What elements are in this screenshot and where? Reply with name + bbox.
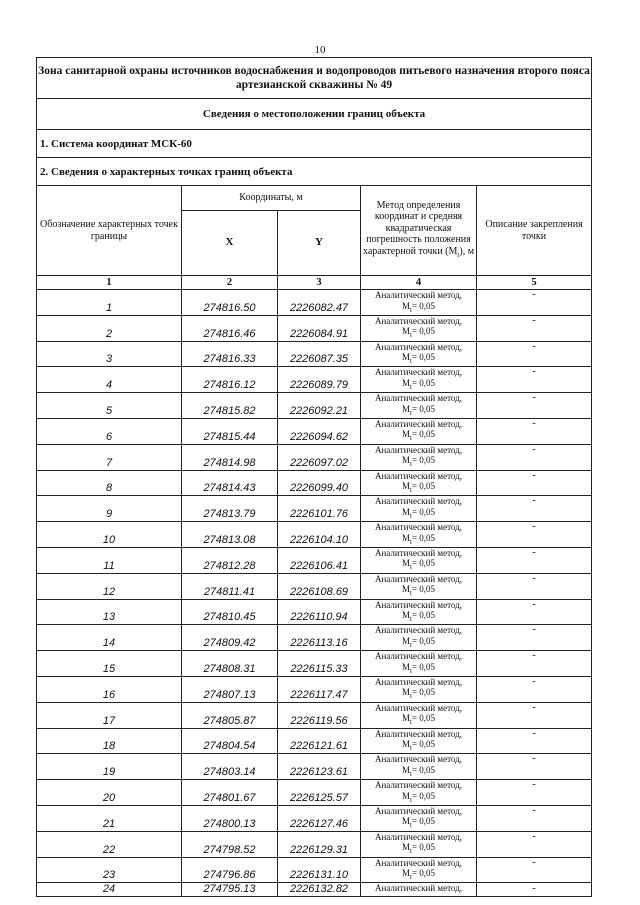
accuracy-text: = 0,05: [411, 300, 436, 311]
table-row: [37, 676, 592, 702]
coord-x: 274813.08: [182, 522, 278, 548]
coord-y: 2226101.76: [278, 496, 361, 522]
accuracy-text: t: [409, 382, 412, 391]
accuracy-text: t: [409, 692, 412, 701]
description-cell: -: [477, 702, 592, 728]
description-cell: -: [477, 728, 592, 754]
point-number: 14: [37, 625, 182, 651]
accuracy-text: M: [401, 532, 410, 543]
method-cell: [361, 547, 477, 573]
accuracy-text: t: [409, 640, 412, 649]
method-cell: [361, 857, 477, 883]
accuracy-text: M: [401, 610, 410, 621]
coord-y: 2226104.10: [278, 522, 361, 548]
table-row: [37, 728, 592, 754]
point-number: 21: [37, 805, 182, 831]
coord-x: 274801.67: [182, 780, 278, 806]
coord-y: 2226131.10: [278, 857, 361, 883]
method-cell: [361, 367, 477, 393]
description-cell: -: [477, 754, 592, 780]
coord-y: 2226084.91: [278, 315, 361, 341]
column-number: 1: [37, 276, 182, 290]
method-cell: [361, 728, 477, 754]
method-text: Аналитический метод,: [374, 444, 463, 455]
point-number: 23: [37, 857, 182, 883]
point-number: 5: [37, 393, 182, 419]
accuracy-text: = 0,05: [411, 610, 436, 621]
method-text: Аналитический метод,: [374, 496, 463, 507]
method-text: Аналитический метод,: [374, 651, 463, 662]
coord-y: 2226082.47: [278, 290, 361, 316]
header-y: Y: [278, 211, 361, 276]
accuracy-text: M: [401, 584, 410, 595]
coord-x: 274816.46: [182, 315, 278, 341]
coord-x: 274815.82: [182, 393, 278, 419]
table-row: [37, 341, 592, 367]
header-x: X: [182, 211, 278, 276]
point-number: 9: [37, 496, 182, 522]
header-coordinates: Координаты, м: [182, 186, 361, 211]
coord-x: 274813.79: [182, 496, 278, 522]
accuracy-text: t: [409, 769, 412, 778]
table-row: [37, 290, 592, 316]
accuracy-text: t: [409, 485, 412, 494]
table-row: [37, 651, 592, 677]
table-row: [37, 547, 592, 573]
method-text: Аналитический метод,: [374, 831, 463, 842]
accuracy-text: t: [409, 563, 412, 572]
accuracy-text: t: [409, 666, 412, 675]
table-row: [37, 522, 592, 548]
column-number: 2: [182, 276, 278, 290]
method-text: Аналитический метод,: [374, 573, 463, 584]
coord-y: 2226110.94: [278, 599, 361, 625]
coord-x: 274815.44: [182, 418, 278, 444]
header-point: Обозначение характерных точек границы: [37, 186, 182, 276]
accuracy-text: = 0,05: [411, 584, 436, 595]
accuracy-text: t: [409, 718, 412, 727]
method-cell: [361, 290, 477, 316]
coord-x: 274816.33: [182, 341, 278, 367]
point-number: 11: [37, 547, 182, 573]
coord-y: 2226108.69: [278, 573, 361, 599]
description-cell: -: [477, 805, 592, 831]
table-row: [37, 780, 592, 806]
accuracy-text: t: [409, 589, 412, 598]
method-cell: [361, 341, 477, 367]
point-number: 8: [37, 470, 182, 496]
method-text: Аналитический метод,: [374, 290, 463, 300]
method-cell: [361, 393, 477, 419]
accuracy-text: M: [401, 352, 410, 363]
coord-y: 2226115.33: [278, 651, 361, 677]
accuracy-text: M: [401, 326, 410, 337]
point-number: 17: [37, 702, 182, 728]
accuracy-text: M: [401, 506, 410, 517]
point-number: 2: [37, 315, 182, 341]
accuracy-text: t: [409, 434, 412, 443]
accuracy-text: = 0,05: [411, 816, 436, 827]
description-cell: -: [477, 547, 592, 573]
description-cell: -: [477, 780, 592, 806]
method-text: Аналитический метод,: [374, 418, 463, 429]
table-row: [37, 831, 592, 857]
table-row: [37, 857, 592, 883]
description-cell: -: [477, 496, 592, 522]
method-text: Аналитический метод,: [374, 315, 463, 326]
method-cell: [361, 599, 477, 625]
description-cell: -: [477, 522, 592, 548]
coord-y: 2226106.41: [278, 547, 361, 573]
description-cell: -: [477, 599, 592, 625]
coord-y: 2226123.61: [278, 754, 361, 780]
method-cell: [361, 496, 477, 522]
accuracy-text: t: [409, 847, 412, 856]
accuracy-text: = 0,05: [411, 713, 436, 724]
description-cell: -: [477, 315, 592, 341]
table-row: [37, 367, 592, 393]
column-number-row: [37, 276, 592, 290]
accuracy-text: M: [401, 816, 410, 827]
coord-x: 274814.43: [182, 470, 278, 496]
header-method: Метод определения координат и средняя квадратическая погрешность положения характерной точки $(M_t)$, м: [361, 186, 477, 276]
description-cell: -: [477, 341, 592, 367]
point-number: 22: [37, 831, 182, 857]
coord-y: 2226127.46: [278, 805, 361, 831]
accuracy-text: t: [409, 537, 412, 546]
coord-x: 274808.31: [182, 651, 278, 677]
accuracy-text: t: [409, 331, 412, 340]
method-cell: [361, 625, 477, 651]
method-cell: [361, 676, 477, 702]
accuracy-text: M: [401, 558, 410, 569]
point-number: 1: [37, 290, 182, 316]
point-number: 20: [37, 780, 182, 806]
coord-x: 274811.41: [182, 573, 278, 599]
method-text: Аналитический метод,: [374, 702, 463, 713]
coord-x: 274809.42: [182, 625, 278, 651]
accuracy-text: M: [401, 635, 410, 646]
accuracy-text: = 0,05: [411, 403, 436, 414]
point-number: 4: [37, 367, 182, 393]
coord-x: 274816.12: [182, 367, 278, 393]
coord-y: 2226097.02: [278, 444, 361, 470]
accuracy-text: M: [401, 403, 410, 414]
method-text: Аналитический метод,: [374, 728, 463, 739]
method-cell: [361, 315, 477, 341]
coord-y: 2226087.35: [278, 341, 361, 367]
description-cell: -: [477, 444, 592, 470]
coord-x: 274812.28: [182, 547, 278, 573]
method-text: Аналитический метод,: [374, 857, 463, 868]
point-number: 15: [37, 651, 182, 677]
method-text: Аналитический метод,: [374, 883, 463, 894]
coord-x: 274803.14: [182, 754, 278, 780]
coord-x: 274805.87: [182, 702, 278, 728]
coord-y: 2226099.40: [278, 470, 361, 496]
table-row: [37, 418, 592, 444]
coord-x: 274800.13: [182, 805, 278, 831]
description-cell: -: [477, 470, 592, 496]
description-cell: -: [477, 625, 592, 651]
accuracy-text: = 0,05: [411, 326, 436, 337]
point-number: 18: [37, 728, 182, 754]
table-row: [37, 883, 592, 897]
point-number: 24: [37, 883, 182, 897]
accuracy-text: = 0,05: [411, 764, 436, 775]
coord-y: 2226089.79: [278, 367, 361, 393]
description-cell: -: [477, 857, 592, 883]
boundary-points-table: [36, 57, 592, 897]
accuracy-text: M: [401, 842, 410, 853]
table-row: [37, 599, 592, 625]
accuracy-text: = 0,05: [411, 842, 436, 853]
accuracy-text: t: [409, 795, 412, 804]
method-cell: [361, 418, 477, 444]
coord-x: 274814.98: [182, 444, 278, 470]
description-cell: -: [477, 883, 592, 897]
method-cell: [361, 573, 477, 599]
point-number: 3: [37, 341, 182, 367]
description-cell: -: [477, 418, 592, 444]
method-text: Аналитический метод,: [374, 625, 463, 636]
accuracy-text: M: [401, 300, 410, 311]
accuracy-text: = 0,05: [411, 377, 436, 388]
accuracy-text: t: [409, 614, 412, 623]
coord-y: 2226129.31: [278, 831, 361, 857]
table-row: [37, 315, 592, 341]
coord-x: 274796.86: [182, 857, 278, 883]
description-cell: -: [477, 290, 592, 316]
accuracy-text: M: [401, 455, 410, 466]
accuracy-text: = 0,05: [411, 481, 436, 492]
accuracy-text: t: [409, 305, 412, 314]
coord-y: 2226119.56: [278, 702, 361, 728]
accuracy-text: M: [401, 713, 410, 724]
coord-x: 274810.45: [182, 599, 278, 625]
method-cell: [361, 702, 477, 728]
page-number: 10: [314, 44, 326, 56]
section-subtitle: Сведения о местоположении границ объекта: [37, 99, 592, 130]
accuracy-text: M: [401, 429, 410, 440]
accuracy-text: = 0,05: [411, 687, 436, 698]
method-cell: [361, 780, 477, 806]
accuracy-text: M: [401, 377, 410, 388]
point-number: 13: [37, 599, 182, 625]
description-cell: -: [477, 651, 592, 677]
accuracy-text: t: [409, 511, 412, 520]
description-cell: -: [477, 831, 592, 857]
accuracy-text: M: [401, 868, 410, 879]
coord-y: 2226094.62: [278, 418, 361, 444]
coord-y: 2226132.82: [278, 883, 361, 897]
column-number: 4: [361, 276, 477, 290]
accuracy-text: = 0,05: [411, 790, 436, 801]
method-text: Аналитический метод,: [374, 393, 463, 404]
point-number: 6: [37, 418, 182, 444]
column-number: 5: [477, 276, 592, 290]
coord-y: 2226125.57: [278, 780, 361, 806]
accuracy-text: = 0,05: [411, 506, 436, 517]
point-number: 12: [37, 573, 182, 599]
accuracy-text: = 0,05: [411, 352, 436, 363]
accuracy-text: t: [409, 821, 412, 830]
coord-y: 2226092.21: [278, 393, 361, 419]
method-cell: [361, 883, 477, 897]
table-row: [37, 805, 592, 831]
method-cell: [361, 831, 477, 857]
coordinate-system: 1. Система координат МСК-60: [37, 130, 592, 158]
accuracy-text: t: [409, 872, 412, 881]
coord-x: 274807.13: [182, 676, 278, 702]
accuracy-text: M: [401, 739, 410, 750]
method-text: Аналитический метод,: [374, 780, 463, 791]
method-cell: [361, 651, 477, 677]
column-number: 3: [278, 276, 361, 290]
accuracy-text: t: [409, 408, 412, 417]
table-row: [37, 393, 592, 419]
accuracy-text: M: [401, 790, 410, 801]
accuracy-text: t: [409, 356, 412, 365]
method-cell: [361, 754, 477, 780]
accuracy-text: = 0,05: [411, 429, 436, 440]
method-cell: [361, 805, 477, 831]
point-number: 7: [37, 444, 182, 470]
document-title: Зона санитарной охраны источников водоснабжения и водопроводов питьевого назначения второго пояса артезианской скважины № 49: [37, 58, 592, 99]
table-row: [37, 573, 592, 599]
accuracy-text: M: [401, 661, 410, 672]
method-cell: [361, 470, 477, 496]
description-cell: -: [477, 367, 592, 393]
accuracy-text: = 0,05: [411, 661, 436, 672]
accuracy-text: = 0,05: [411, 455, 436, 466]
method-text: Аналитический метод,: [374, 547, 463, 558]
point-number: 16: [37, 676, 182, 702]
table-row: [37, 470, 592, 496]
method-text: Аналитический метод,: [374, 470, 463, 481]
method-text: Аналитический метод,: [374, 754, 463, 765]
method-text: Аналитический метод,: [374, 522, 463, 533]
coord-x: 274798.52: [182, 831, 278, 857]
method-cell: [361, 444, 477, 470]
coord-x: 274816.50: [182, 290, 278, 316]
accuracy-text: M: [401, 764, 410, 775]
description-cell: -: [477, 676, 592, 702]
accuracy-text: M: [401, 481, 410, 492]
description-cell: -: [477, 393, 592, 419]
coord-x: 274804.54: [182, 728, 278, 754]
method-text: Аналитический метод,: [374, 805, 463, 816]
point-number: 10: [37, 522, 182, 548]
table-row: [37, 444, 592, 470]
table-row: [37, 496, 592, 522]
accuracy-text: t: [409, 743, 412, 752]
accuracy-text: = 0,05: [411, 739, 436, 750]
method-cell: [361, 522, 477, 548]
method-text: Аналитический метод,: [374, 676, 463, 687]
accuracy-text: t: [409, 460, 412, 469]
coord-y: 2226113.16: [278, 625, 361, 651]
description-cell: -: [477, 573, 592, 599]
method-text: Аналитический метод,: [374, 341, 463, 352]
characteristic-points-heading: 2. Сведения о характерных точках границ объекта: [37, 158, 592, 186]
table-row: [37, 625, 592, 651]
table-row: [37, 702, 592, 728]
accuracy-text: = 0,05: [411, 532, 436, 543]
coord-x: 274795.13: [182, 883, 278, 897]
coord-y: 2226121.61: [278, 728, 361, 754]
accuracy-text: = 0,05: [411, 558, 436, 569]
accuracy-text: = 0,05: [411, 635, 436, 646]
table-row: [37, 754, 592, 780]
method-text: Аналитический метод,: [374, 367, 463, 378]
header-description: Описание закрепления точки: [477, 186, 592, 276]
coord-y: 2226117.47: [278, 676, 361, 702]
method-text: Аналитический метод,: [374, 599, 463, 610]
point-number: 19: [37, 754, 182, 780]
accuracy-text: = 0,05: [411, 868, 436, 879]
accuracy-text: M: [401, 687, 410, 698]
